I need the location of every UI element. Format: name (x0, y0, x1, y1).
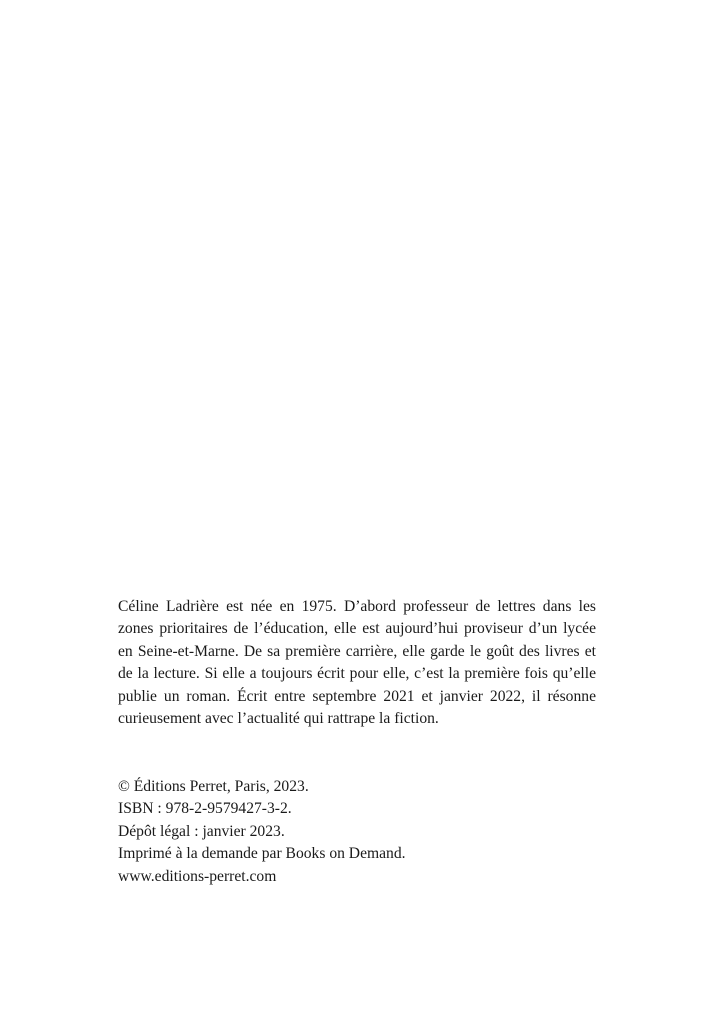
author-biography: Céline Ladrière est née en 1975. D’abord professeur de lettres dans les zones prioritaires de l’éducation, elle est aujourd’hui proviseur d’un lycée en Seine-et-Marne. De sa première carrière, elle garde le goût des livres et de la lecture. Si elle a toujours écrit pour elle, c’est la première fois qu’elle publie un roman. Écrit entre septembre 2021 et janvier 2022, il résonne curieusement avec l’actualité qui rattrape la fiction. (118, 598, 596, 728)
publisher-website: www.editions-perret.com (118, 867, 277, 885)
legal-deposit: Dépôt légal : janvier 2023. (118, 822, 285, 840)
copyright-notice: © Éditions Perret, Paris, 2023. (118, 778, 309, 795)
isbn: ISBN : 978-2-9579427-3-2. (118, 800, 292, 818)
colophon (118, 776, 596, 888)
printer-notice: Imprimé à la demande par Books on Demand. (118, 845, 406, 863)
